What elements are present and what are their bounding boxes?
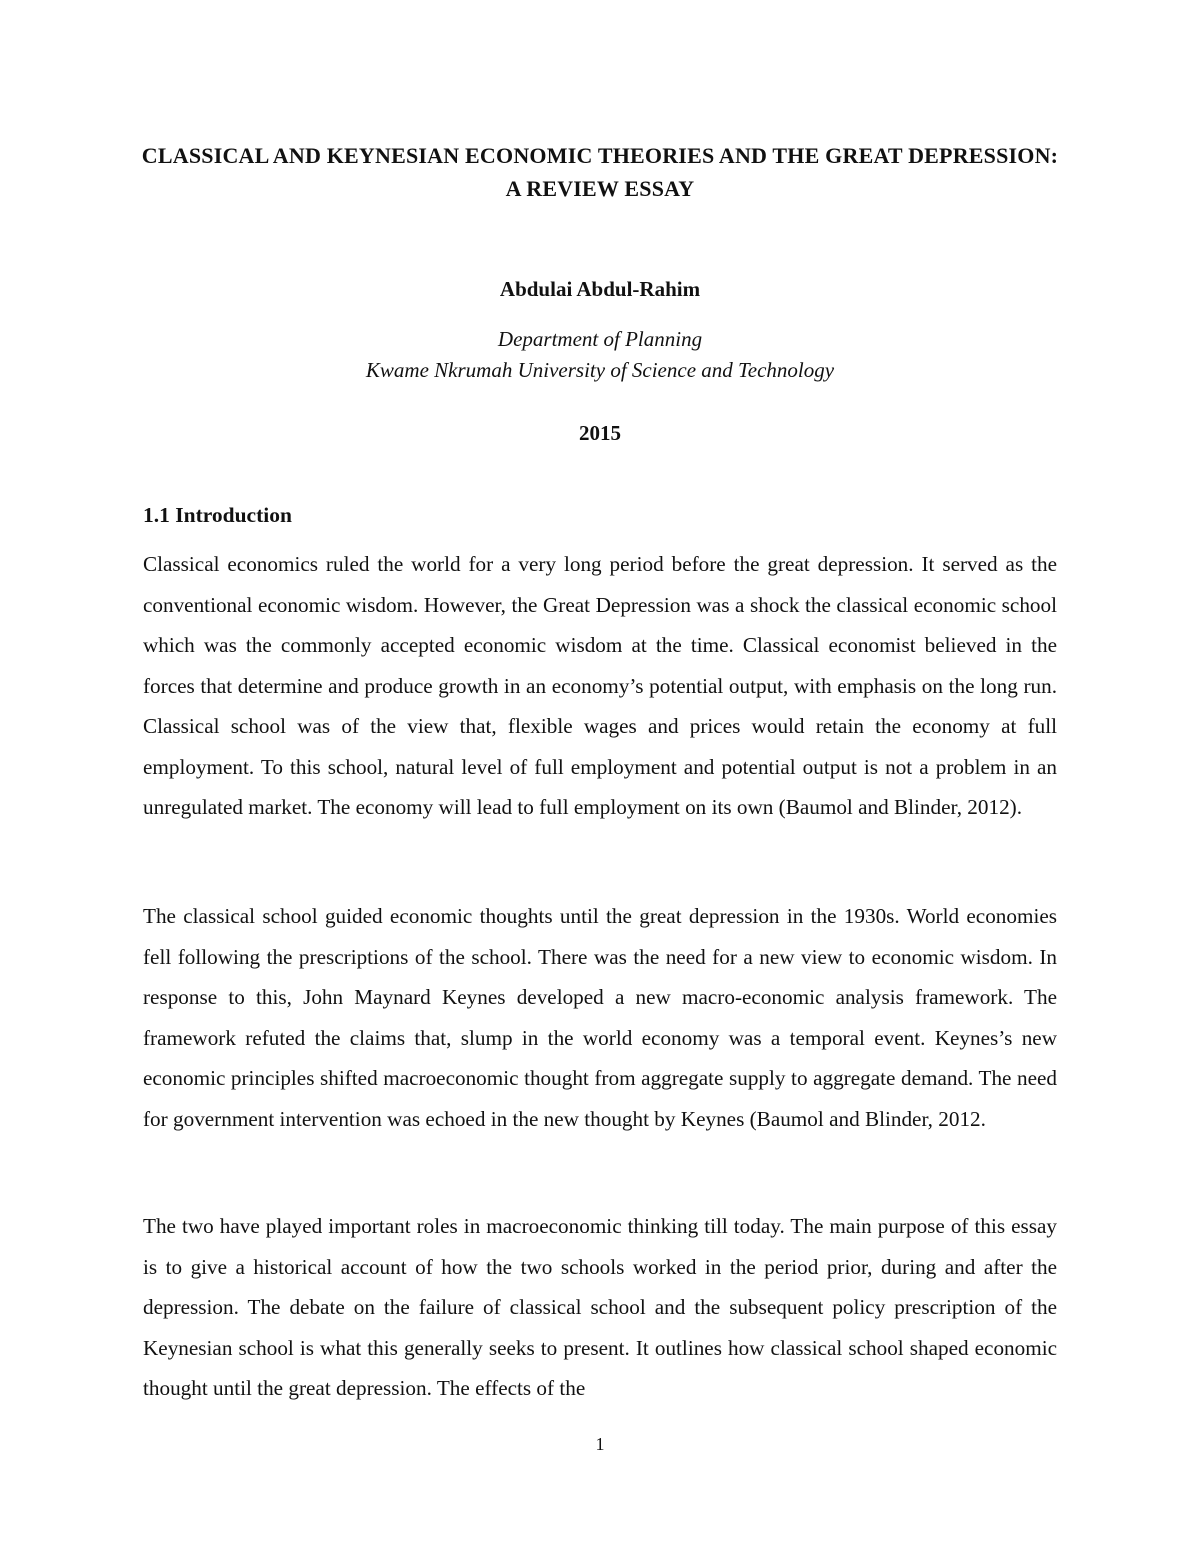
page-number: 1 <box>595 1434 605 1454</box>
paragraph: The classical school guided economic thoughts until the great depression in the 1930s. World economies fell following the prescriptions of the school. There was the need for a new view to economic wisdom. In response to this, John Maynard Keynes developed a new macro-economic analysis framework. The framework refuted the claims that, slump in the world economy was a temporal event. Keynes’s new economic principles shifted macroeconomic thought from aggregate supply to aggregate demand. The need for government intervention was echoed in the new thought by Keynes (Baumol and Blinder, 2012. <box>143 904 1057 1131</box>
author-affiliation <box>140 324 1060 386</box>
publication-year: 2015 <box>579 421 621 445</box>
department: Department of Planning <box>497 327 703 351</box>
institution: Kwame Nkrumah University of Science and Technology <box>365 358 835 382</box>
author-name: Abdulai Abdul-Rahim <box>499 277 701 301</box>
document-title: CLASSICAL AND KEYNESIAN ECONOMIC THEORIES AND THE GREAT DEPRESSION: A REVIEW ESSAY <box>141 143 1059 201</box>
section-heading: 1.1 Introduction <box>143 503 292 527</box>
paragraph: The two have played important roles in macroeconomic thinking till today. The main purpose of this essay is to give a historical account of how the two schools worked in the period prior, during and after the depression. The debate on the failure of classical school and the subsequent policy prescription of the Keynesian school is what this generally seeks to present. It outlines how classical school shaped economic thought until the great depression. The effects of the <box>143 1214 1057 1400</box>
paragraph: Classical economics ruled the world for a very long period before the great depression. It served as the conventional economic wisdom. However, the Great Depression was a shock the classical economic school which was the commonly accepted economic wisdom at the time. Classical economist believed in the forces that determine and produce growth in an economy’s potential output, with emphasis on the long run. Classical school was of the view that, flexible wages and prices would retain the economy at full employment. To this school, natural level of full employment and potential output is not a problem in an unregulated market. The economy will lead to full employment on its own (Baumol and Blinder, 2012). <box>143 552 1057 819</box>
